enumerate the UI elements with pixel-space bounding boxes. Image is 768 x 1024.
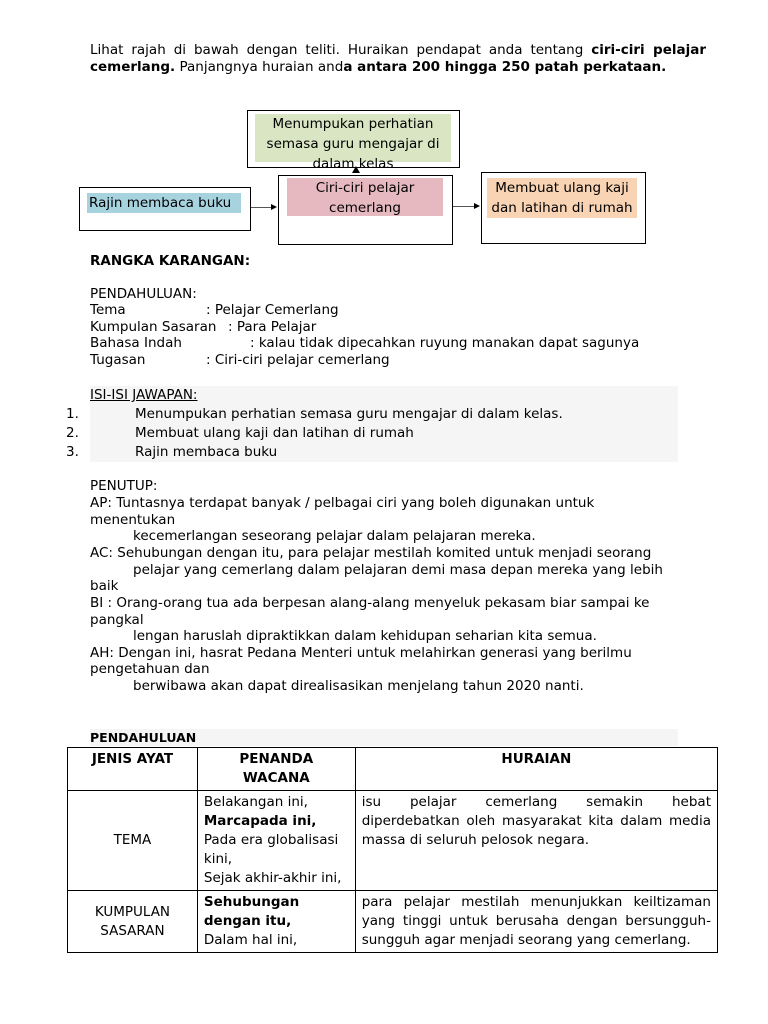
penutup-line: kecemerlangan seseorang pelajar dalam pelajaran mereka. (133, 528, 536, 544)
cell-jenis: TEMA (68, 791, 198, 891)
table-header-row (68, 748, 718, 791)
arrow-up-head (352, 166, 360, 173)
penutup-line: AC: Sehubungan dengan itu, para pelajar mestilah komited untuk menjadi seorang (90, 545, 652, 561)
penutup-heading: PENUTUP: (90, 478, 158, 494)
row-label: Tugasan (90, 352, 146, 368)
isi-num-3: 3. (66, 444, 79, 460)
diagram-top-label: Menumpukan perhatian semasa guru mengajar di dalam kelas (255, 114, 451, 162)
isi-item-3: Rajin membaca buku (135, 444, 278, 460)
penutup-line: baik (90, 578, 119, 594)
row-value: : Ciri-ciri pelajar cemerlang (206, 352, 390, 368)
row-value: : Pelajar Cemerlang (206, 302, 339, 318)
diagram-right-label: Membuat ulang kaji dan latihan di rumah (487, 178, 637, 218)
penutup-line: lengan haruslah dipraktikkan dalam kehidupan seharian kita semua. (133, 628, 597, 644)
header-penanda: PENANDA WACANA (197, 748, 355, 791)
penutup-line: berwibawa akan dapat direalisasikan menjelang tahun 2020 nanti. (133, 678, 584, 694)
penanda-item: Belakangan ini, (203, 794, 308, 810)
row-value: : kalau tidak dipecahkan ruyung manakan dapat sagunya (250, 335, 640, 351)
penutup-line: AP: Tuntasnya terdapat banyak / pelbagai ciri yang boleh digunakan untuk (90, 495, 595, 511)
header-huraian: HURAIAN (355, 748, 717, 791)
diagram-center-label: Ciri-ciri pelajar cemerlang (287, 178, 443, 216)
pendahuluan-heading: PENDAHULUAN: (90, 286, 197, 302)
penutup-line: BI : Orang-orang tua ada berpesan alang-alang menyeluk pekasam biar sampai ke (90, 595, 650, 611)
row-value: : Para Pelajar (228, 319, 317, 335)
isi-num-2: 2. (66, 425, 79, 441)
pendahuluan-table (67, 747, 718, 953)
pendahuluan-row-bahasa (90, 335, 639, 351)
table-row (68, 891, 718, 953)
penutup-line: pangkal (90, 612, 144, 628)
penanda-item: Pada era globalisasi kini, (203, 832, 339, 867)
intro-text-2: Panjangnya huraian and (175, 59, 344, 75)
isi-num-1: 1. (66, 406, 79, 422)
pendahuluan-row-tugasan (90, 352, 390, 368)
arrow-right-head (474, 203, 480, 209)
cell-penanda (197, 791, 355, 891)
penanda-item: Sehubungan dengan itu, (203, 894, 300, 929)
cell-huraian: para pelajar mestilah menunjukkan keiltizaman yang tinggi untuk berusaha dengan bersungguh-sungguh agar menjadi seorang yang cemerlang. (355, 891, 717, 953)
isi-item-2: Membuat ulang kaji dan latihan di rumah (135, 425, 414, 441)
intro-paragraph (90, 42, 706, 76)
penanda-item: Dalam hal ini, (203, 932, 298, 948)
pendahuluan-row-sasaran (90, 319, 316, 335)
cell-huraian: isu pelajar cemerlang semakin hebat diperdebatkan oleh masyarakat kita dalam media massa di seluruh pelosok negara. (355, 791, 717, 891)
pendahuluan-row-tema (90, 302, 339, 318)
row-label: Kumpulan Sasaran (90, 319, 217, 335)
cell-jenis: KUMPULAN SASARAN (68, 891, 198, 953)
intro-bold-2: a antara 200 hingga 250 patah perkataan. (343, 59, 667, 75)
cell-penanda (197, 891, 355, 953)
penanda-item: Sejak akhir-akhir ini, (203, 870, 342, 886)
table-caption: PENDAHULUAN (90, 730, 197, 745)
arrow-left-line (251, 207, 271, 208)
penutup-line: menentukan (90, 512, 176, 528)
penutup-line: pelajar yang cemerlang dalam pelajaran demi masa depan mereka yang lebih (133, 562, 663, 578)
header-jenis: JENIS AYAT (68, 748, 198, 791)
penanda-item: Marcapada ini, (203, 813, 317, 829)
arrow-left-head (271, 204, 277, 210)
penutup-line: AH: Dengan ini, hasrat Pedana Menteri untuk melahirkan generasi yang berilmu (90, 645, 632, 661)
rangka-title: RANGKA KARANGAN: (90, 253, 251, 269)
penutup-line: pengetahuan dan (90, 661, 210, 677)
table-row (68, 791, 718, 891)
intro-text-1: Lihat rajah di bawah dengan teliti. Huraikan pendapat anda tentang (90, 42, 592, 58)
isi-item-1: Menumpukan perhatian semasa guru mengajar di dalam kelas. (135, 406, 563, 422)
row-label: Tema (90, 302, 126, 318)
isi-heading: ISI-ISI JAWAPAN: (90, 387, 198, 403)
arrow-right-line (453, 206, 474, 207)
row-label: Bahasa Indah (90, 335, 182, 351)
diagram-left-label: Rajin membaca buku (87, 193, 241, 213)
intro-bold-1: ciri-ciri pelajar cemerlang. (90, 42, 706, 75)
